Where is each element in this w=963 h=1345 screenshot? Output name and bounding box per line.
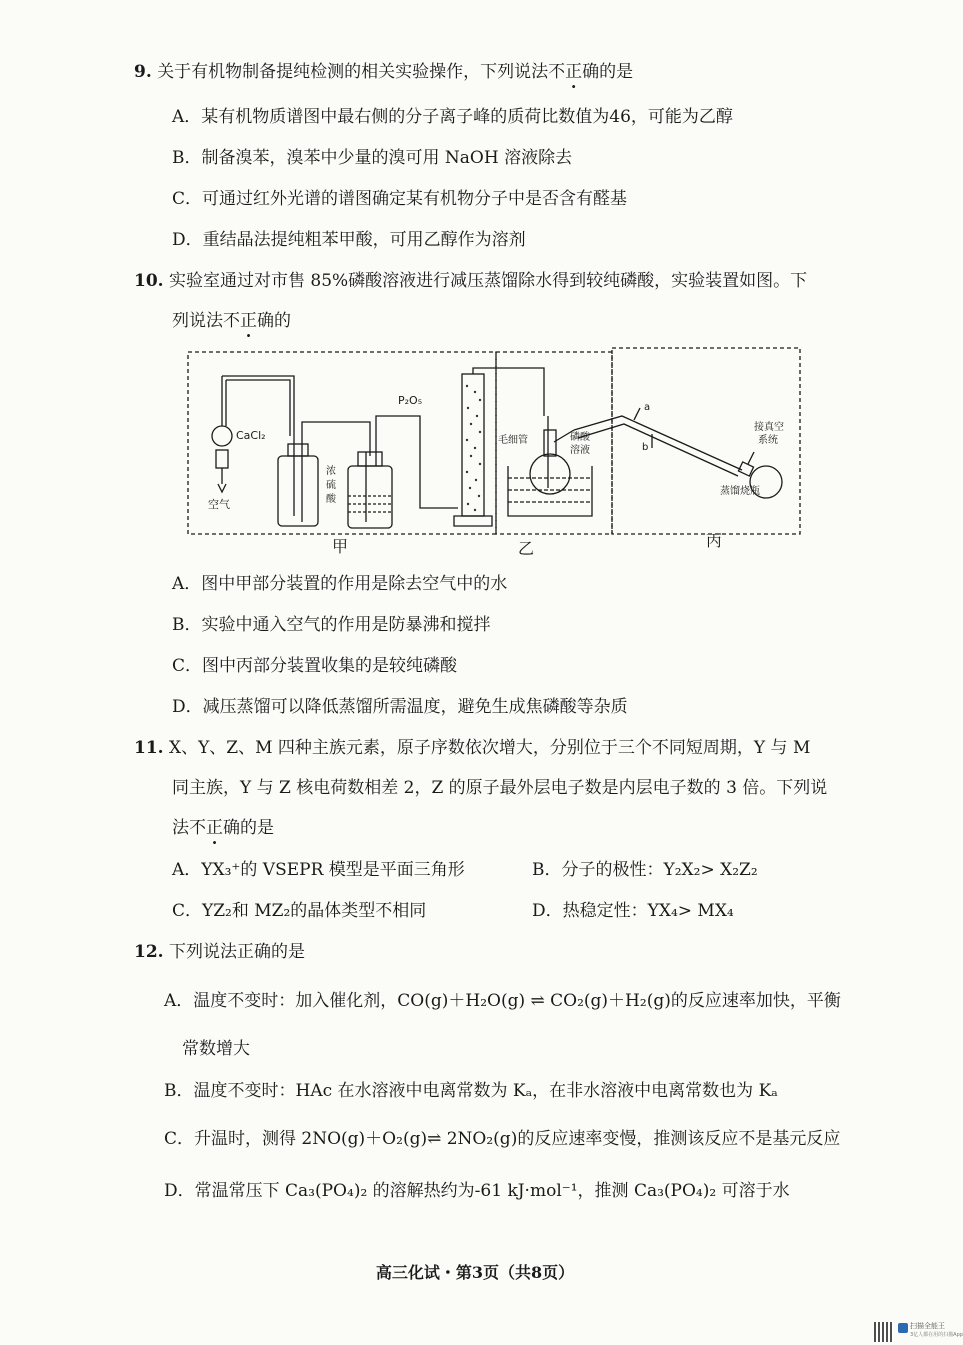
q10-stem2-pre: 列说法 <box>172 311 223 331</box>
q10-option-a: A．图中甲部分装置的作用是除去空气中的水 <box>172 574 508 594</box>
round-flask <box>530 454 570 494</box>
label-a: a <box>644 402 651 413</box>
q9-number: 9. <box>134 62 152 82</box>
page-footer: 高三化试・第3页（共8页） <box>375 1263 575 1282</box>
q10-stem1: 实验室通过对市售 85%磷酸溶液进行减压蒸馏除水得到较纯磷酸，实验装置如图。下 <box>168 271 808 291</box>
q11-number: 11. <box>134 738 164 758</box>
q9-option-d: D．重结晶法提纯粗苯甲酸，可用乙醇作为溶剂 <box>172 230 526 250</box>
q12-option-d: D．常温常压下 Ca₃(PO₄)₂ 的溶解热约为-61 kJ·mol⁻¹，推测 Ca₃(PO₄)₂ 可溶于水 <box>164 1181 790 1201</box>
q10-number: 10. <box>134 271 164 291</box>
q12-stem <box>134 941 305 963</box>
qr-code <box>874 1322 894 1342</box>
q11-stem3-post: 的是 <box>240 818 274 838</box>
q9-option-a: A．某有机物质谱图中最右侧的分子离子峰的质荷比数值为46，可能为乙醇 <box>172 107 733 127</box>
q10-option-c: C．图中丙部分装置收集的是较纯磷酸 <box>172 656 458 676</box>
sulfuric-acid-bottle <box>348 466 392 528</box>
q11-stem-line1 <box>134 737 810 759</box>
safety-bottle <box>278 456 318 526</box>
q10-stem2-emphasis: 不正确 <box>223 311 274 331</box>
label-capillary: 毛细管 <box>498 435 528 446</box>
q11-stem3-pre: 法 <box>172 818 189 838</box>
q10-option-b: B．实验中通入空气的作用是防暴沸和搅拌 <box>172 615 491 635</box>
q11-stem3-emphasis: 不正确 <box>189 818 240 838</box>
q10-stem2-post: 的 <box>274 311 291 331</box>
q10-stem-line1 <box>134 270 807 292</box>
cacl2-drying-bulb <box>212 426 232 446</box>
q9-stem <box>134 61 633 83</box>
label-air: 空气 <box>208 498 230 511</box>
label-b: b <box>642 442 649 453</box>
q12-option-a-line1: A．温度不变时：加入催化剂，CO(g)＋H₂O(g) ⇌ CO₂(g)＋H₂(g)的反应速率加快，平衡 <box>164 991 841 1011</box>
q12-number: 12. <box>134 942 164 962</box>
q9-stem-pre: 关于有机物制备提纯检测的相关实验操作，下列说法 <box>157 62 549 82</box>
q11-option-c: C．YZ₂和 MZ₂的晶体类型不相同 <box>172 901 427 921</box>
scanner-logo-icon <box>898 1323 908 1333</box>
q11-option-b: B．分子的极性：Y₂X₂> X₂Z₂ <box>532 860 758 880</box>
label-cacl2: CaCl₂ <box>236 429 266 442</box>
q10-option-d: D．减压蒸馏可以降低蒸馏所需温度，避免生成焦磷酸等杂质 <box>172 697 628 717</box>
label-phosphoric: 磷酸溶液 <box>570 432 590 456</box>
q12-option-c: C．升温时，测得 2NO(g)＋O₂(g)⇌ 2NO₂(g)的反应速率变慢，推测该反应不是基元反应 <box>164 1129 841 1149</box>
condenser <box>574 416 742 470</box>
q11-stem-line2: 同主族，Y 与 Z 核电荷数相差 2，Z 的原子最外层电子数是内层电子数的 3 倍。下列说 <box>172 778 828 798</box>
distillation-apparatus-figure <box>182 346 804 558</box>
q9-option-b: B．制备溴苯，溴苯中少量的溴可用 NaOH 溶液除去 <box>172 148 573 168</box>
q12-option-b: B．温度不变时：HAc 在水溶液中电离常数为 Kₐ，在非水溶液中电离常数也为 Kₐ <box>164 1081 778 1101</box>
label-h2so4: 浓硫酸 <box>326 466 336 505</box>
scanner-subtitle: 3亿人都在用的扫描App <box>910 1332 963 1338</box>
label-vacuum: 接真空系统 <box>754 422 784 446</box>
q11-stem-line3 <box>172 817 274 839</box>
label-yi: 乙 <box>518 539 535 558</box>
q10-stem-line2 <box>172 310 291 332</box>
water-bath <box>508 466 592 516</box>
label-jia: 甲 <box>332 537 349 556</box>
q12-stem-text: 下列说法正确的是 <box>168 942 305 962</box>
label-bing: 丙 <box>706 531 723 550</box>
q11-stem1: X、Y、Z、M 四种主族元素，原子序数依次增大，分别位于三个不同短周期，Y 与 M <box>168 738 811 758</box>
p2o5-drying-column <box>462 374 484 516</box>
q11-option-a: A．YX₃⁺的 VSEPR 模型是平面三角形 <box>172 860 465 880</box>
q9-stem-post: 的是 <box>599 62 634 82</box>
label-flask: 蒸馏烧瓶 <box>720 486 760 497</box>
label-p2o5: P₂O₅ <box>398 394 423 407</box>
q9-stem-emphasis: 不正确 <box>548 62 600 82</box>
q12-option-a-line2: 常数增大 <box>182 1039 250 1059</box>
q11-option-d: D．热稳定性：YX₄> MX₄ <box>532 901 734 921</box>
box-jia <box>188 352 496 534</box>
q9-option-c: C．可通过红外光谱的谱图确定某有机物分子中是否含有醛基 <box>172 189 628 209</box>
scanner-name: 扫描全能王 <box>910 1322 945 1330</box>
